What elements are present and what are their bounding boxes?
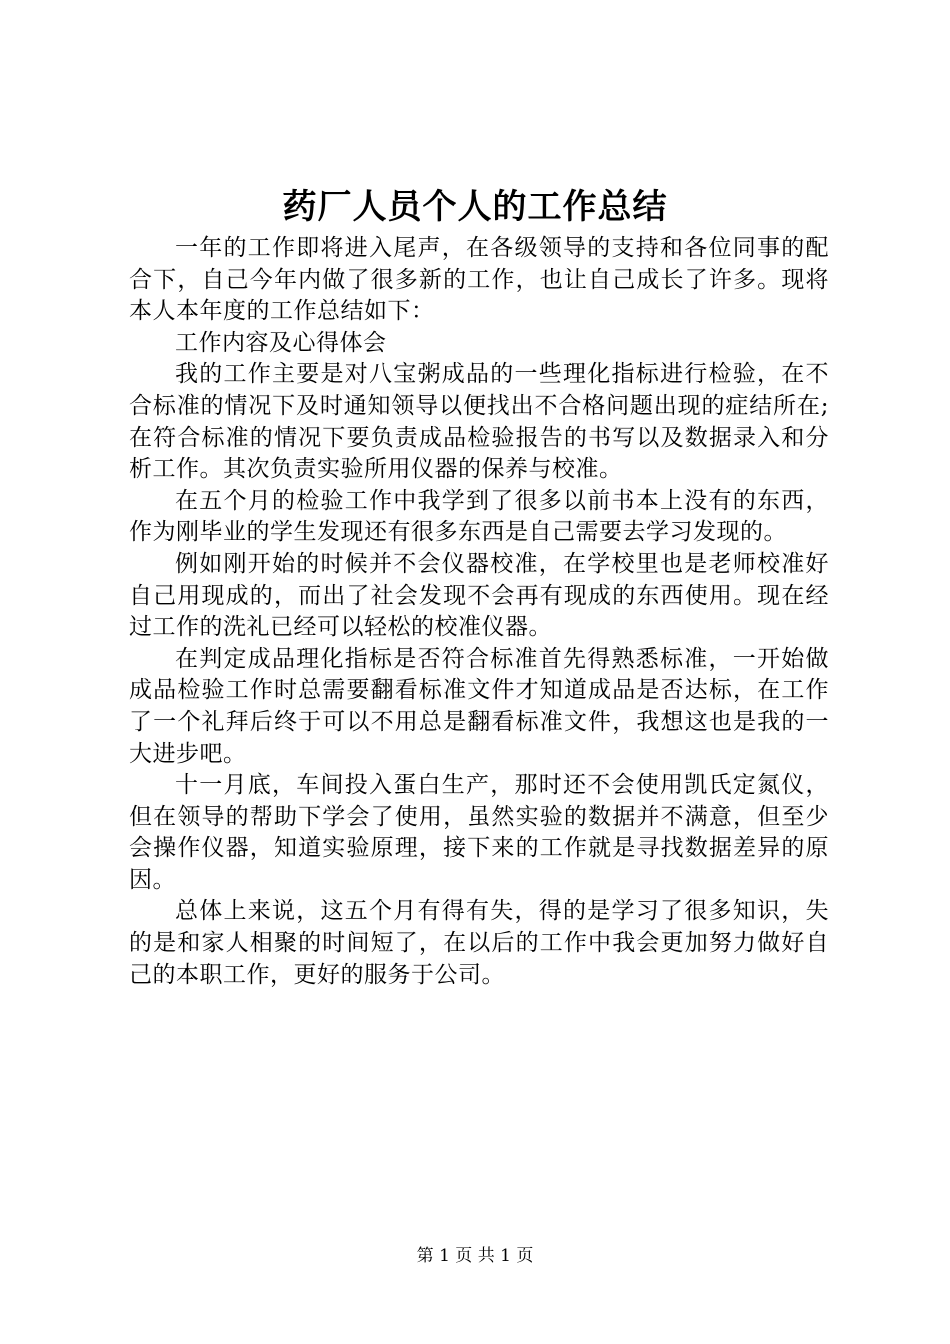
paragraph-intro: 一年的工作即将进入尾声，在各级领导的支持和各位同事的配合下，自己今年内做了很多新的工作，也让自己成长了许多。现将本人本年度的工作总结如下：	[129, 235, 829, 325]
paragraph-conclusion: 总体上来说，这五个月有得有失，得的是学习了很多知识，失的是和家人相聚的时间短了，在以后的工作中我会更加努力做好自己的本职工作，更好的服务于公司。	[129, 898, 829, 988]
paragraph-protein-production: 十一月底，车间投入蛋白生产，那时还不会使用凯氏定氮仪，但在领导的帮助下学会了使用，虽然实验的数据并不满意，但至少会操作仪器，知道实验原理，接下来的工作就是寻找数据差异的原因。	[129, 772, 829, 893]
page-number: 第 1 页 共 1 页	[416, 1246, 534, 1266]
paragraph-calibration: 例如刚开始的时候并不会仪器校准，在学校里也是老师校准好自己用现成的，而出了社会发现不会再有现成的东西使用。现在经过工作的洗礼已经可以轻松的校准仪器。	[129, 550, 829, 641]
paragraph-learning: 在五个月的检验工作中我学到了很多以前书本上没有的东西，作为刚毕业的学生发现还有很多东西是自己需要去学习发现的。	[129, 487, 829, 546]
paragraph-section-heading: 工作内容及心得体会	[175, 329, 387, 356]
paragraph-main-duties: 我的工作主要是对八宝粥成品的一些理化指标进行检验，在不合标准的情况下及时通知领导以便找出不合格问题出现的症结所在;在符合标准的情况下要负责成品检验报告的书写以及数据录入和分析工作。其次负责实验所用仪器的保养与校准。	[129, 361, 829, 483]
document-body	[129, 233, 829, 991]
document-title: 药厂人员个人的工作总结	[282, 187, 668, 227]
paragraph-standards: 在判定成品理化指标是否符合标准首先得熟悉标准，一开始做成品检验工作时总需要翻看标准文件才知道成品是否达标，在工作了一个礼拜后终于可以不用总是翻看标准文件，我想这也是我的一大进步吧。	[129, 645, 829, 767]
